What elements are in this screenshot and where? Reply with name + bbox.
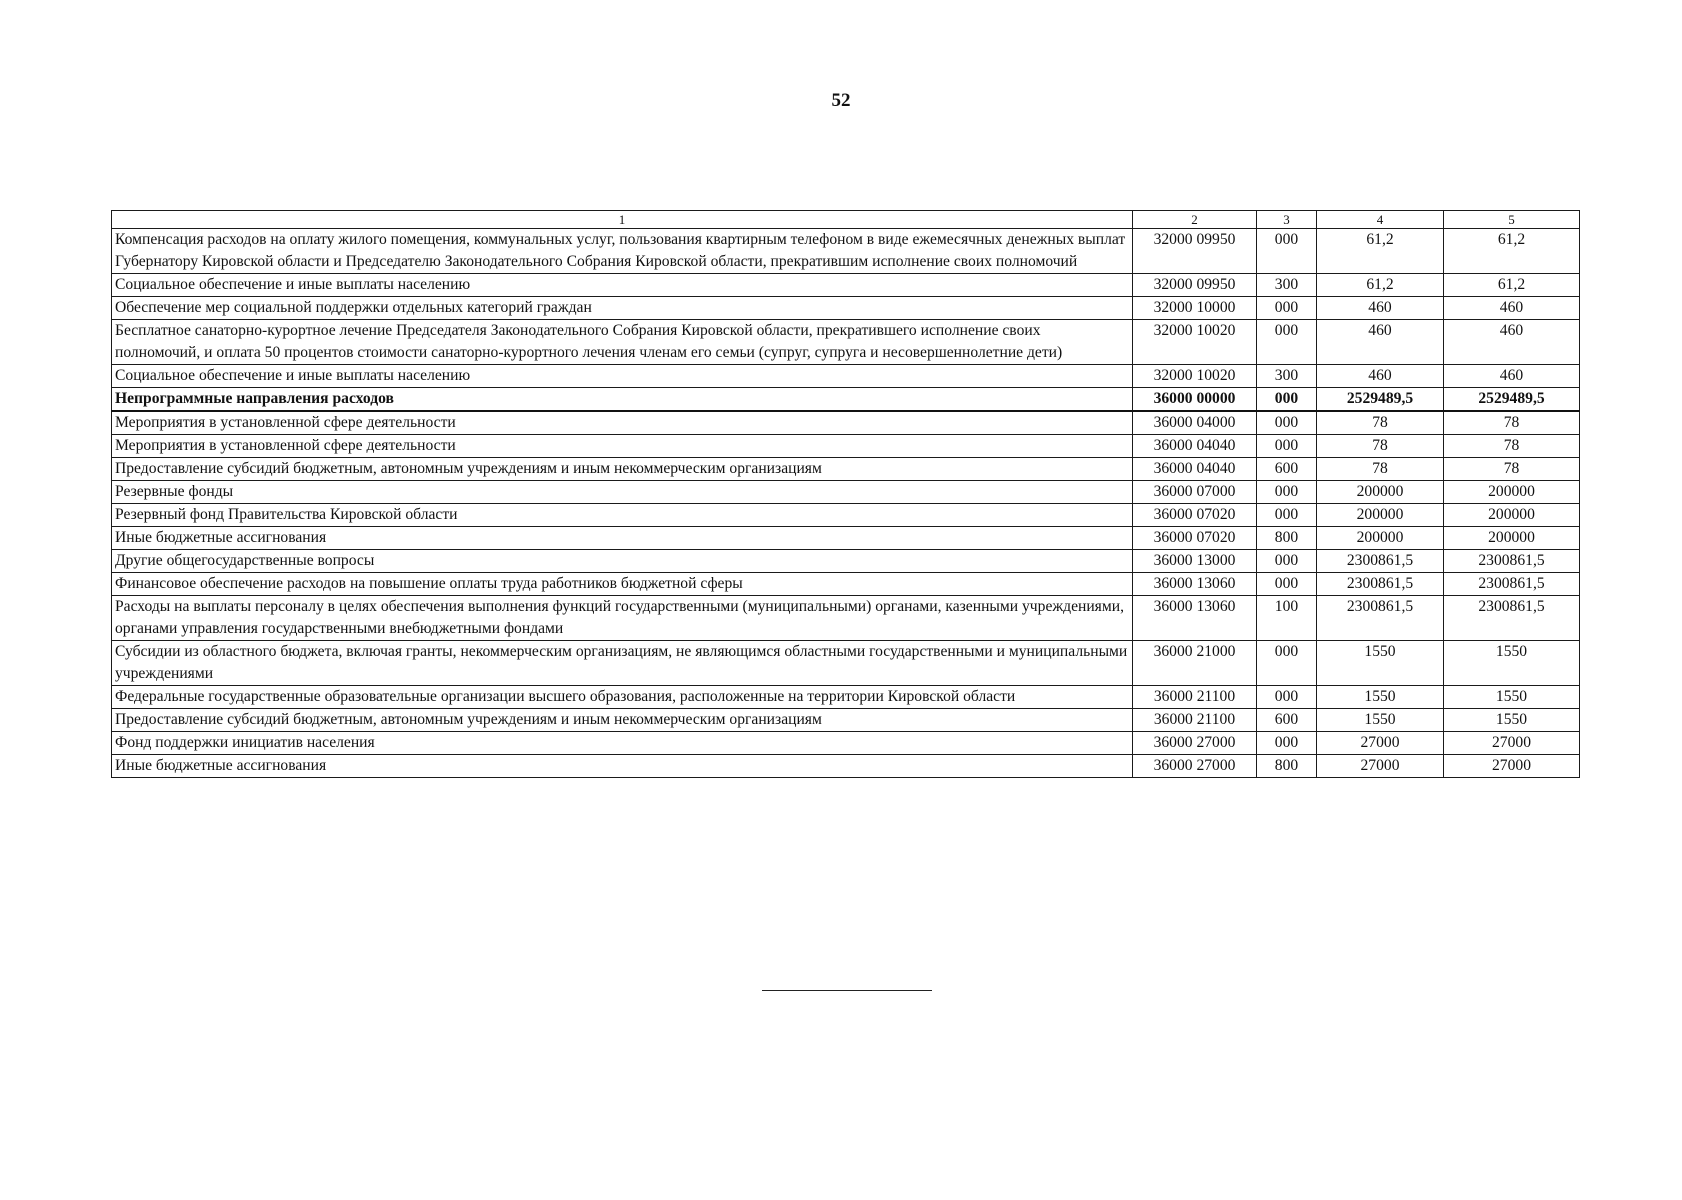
table-row [112,596,1580,641]
cell-code: 36000 04040 [1133,435,1257,458]
cell-code: 32000 10020 [1133,365,1257,388]
cell-expense-type: 000 [1257,388,1317,412]
table-row [112,320,1580,365]
cell-amount: 78 [1317,458,1444,481]
cell-code: 32000 09950 [1133,229,1257,274]
cell-name: Мероприятия в установленной сфере деятельности [112,411,1133,435]
cell-amount-2: 78 [1444,435,1580,458]
table-row [112,229,1580,274]
cell-amount-2: 2529489,5 [1444,388,1580,412]
cell-amount: 1550 [1317,686,1444,709]
cell-code: 36000 27000 [1133,755,1257,778]
cell-expense-type: 000 [1257,641,1317,686]
cell-amount: 61,2 [1317,229,1444,274]
cell-expense-type: 000 [1257,229,1317,274]
closing-line [762,990,932,991]
cell-amount-2: 2300861,5 [1444,550,1580,573]
header-type-column: 3 [1257,211,1317,229]
cell-code: 36000 13000 [1133,550,1257,573]
cell-name: Субсидии из областного бюджета, включая гранты, некоммерческим организациям, не являющимся областными государственными и муниципальными учреждениями [112,641,1133,686]
budget-table [111,210,1580,778]
cell-amount-2: 1550 [1444,686,1580,709]
cell-amount: 78 [1317,435,1444,458]
cell-amount: 1550 [1317,709,1444,732]
table-row [112,755,1580,778]
cell-amount: 460 [1317,365,1444,388]
table-row [112,504,1580,527]
cell-code: 36000 07020 [1133,504,1257,527]
cell-code: 36000 27000 [1133,732,1257,755]
cell-name: Другие общегосударственные вопросы [112,550,1133,573]
table-row [112,481,1580,504]
cell-amount: 27000 [1317,732,1444,755]
table-header-row [112,211,1580,229]
cell-code: 36000 04000 [1133,411,1257,435]
cell-expense-type: 600 [1257,709,1317,732]
cell-amount: 460 [1317,297,1444,320]
cell-amount: 2529489,5 [1317,388,1444,412]
header-code-column: 2 [1133,211,1257,229]
cell-code: 36000 00000 [1133,388,1257,412]
cell-amount-2: 460 [1444,297,1580,320]
cell-amount: 78 [1317,411,1444,435]
table-body [112,229,1580,778]
table-row [112,573,1580,596]
cell-amount-2: 460 [1444,320,1580,365]
cell-code: 36000 07020 [1133,527,1257,550]
header-amount-column: 4 [1317,211,1444,229]
cell-code: 32000 10020 [1133,320,1257,365]
cell-amount: 27000 [1317,755,1444,778]
table-row [112,274,1580,297]
cell-amount-2: 1550 [1444,709,1580,732]
cell-amount-2: 27000 [1444,732,1580,755]
cell-name: Предоставление субсидий бюджетным, автономным учреждениям и иным некоммерческим организациям [112,458,1133,481]
cell-name: Мероприятия в установленной сфере деятельности [112,435,1133,458]
cell-expense-type: 000 [1257,411,1317,435]
cell-expense-type: 300 [1257,274,1317,297]
cell-expense-type: 000 [1257,435,1317,458]
cell-amount-2: 27000 [1444,755,1580,778]
cell-expense-type: 000 [1257,732,1317,755]
table-row [112,411,1580,435]
cell-amount: 200000 [1317,504,1444,527]
cell-name: Социальное обеспечение и иные выплаты населению [112,365,1133,388]
cell-expense-type: 100 [1257,596,1317,641]
cell-name: Федеральные государственные образовательные организации высшего образования, расположенные на территории Кировской области [112,686,1133,709]
cell-code: 36000 21100 [1133,709,1257,732]
cell-amount: 460 [1317,320,1444,365]
cell-amount-2: 200000 [1444,504,1580,527]
cell-code: 36000 21100 [1133,686,1257,709]
cell-amount-2: 61,2 [1444,229,1580,274]
cell-name: Иные бюджетные ассигнования [112,527,1133,550]
cell-name: Резервный фонд Правительства Кировской области [112,504,1133,527]
table-row [112,297,1580,320]
cell-name: Расходы на выплаты персоналу в целях обеспечения выполнения функций государственными (муниципальными) органами, казенными учреждениями, органами управления государственными внебюджетными фондами [112,596,1133,641]
cell-code: 36000 13060 [1133,573,1257,596]
cell-amount-2: 200000 [1444,481,1580,504]
cell-name: Бесплатное санаторно-курортное лечение Председателя Законодательного Собрания Кировской области, прекратившего исполнение своих полномочий, и оплата 50 процентов стоимости санаторно-курортного лечения членам его семьи (супруг, супруга и несовершеннолетние дети) [112,320,1133,365]
header-amount-2-column: 5 [1444,211,1580,229]
header-name-column: 1 [112,211,1133,229]
cell-code: 36000 04040 [1133,458,1257,481]
cell-expense-type: 000 [1257,481,1317,504]
cell-code: 32000 10000 [1133,297,1257,320]
table-row [112,527,1580,550]
cell-code: 32000 09950 [1133,274,1257,297]
cell-amount: 2300861,5 [1317,596,1444,641]
cell-expense-type: 800 [1257,527,1317,550]
cell-expense-type: 300 [1257,365,1317,388]
cell-expense-type: 000 [1257,550,1317,573]
cell-code: 36000 13060 [1133,596,1257,641]
cell-amount-2: 200000 [1444,527,1580,550]
cell-amount-2: 1550 [1444,641,1580,686]
table-row [112,388,1580,412]
page-number: 52 [831,90,851,111]
table-row [112,550,1580,573]
cell-name: Компенсация расходов на оплату жилого помещения, коммунальных услуг, пользования квартирным телефоном в виде ежемесячных денежных выплат Губернатору Кировской области и Председателю Законодательного Собрания Кировской области, прекратившим исполнение своих полномочий [112,229,1133,274]
cell-name: Предоставление субсидий бюджетным, автономным учреждениям и иным некоммерческим организациям [112,709,1133,732]
cell-amount-2: 78 [1444,458,1580,481]
cell-amount: 2300861,5 [1317,550,1444,573]
cell-expense-type: 000 [1257,297,1317,320]
cell-amount-2: 460 [1444,365,1580,388]
cell-name: Непрограммные направления расходов [112,388,1133,412]
cell-amount: 200000 [1317,527,1444,550]
table-row [112,435,1580,458]
cell-amount: 1550 [1317,641,1444,686]
cell-name: Финансовое обеспечение расходов на повышение оплаты труда работников бюджетной сферы [112,573,1133,596]
cell-name: Социальное обеспечение и иные выплаты населению [112,274,1133,297]
cell-name: Обеспечение мер социальной поддержки отдельных категорий граждан [112,297,1133,320]
cell-amount: 200000 [1317,481,1444,504]
cell-name: Иные бюджетные ассигнования [112,755,1133,778]
cell-name: Резервные фонды [112,481,1133,504]
cell-expense-type: 800 [1257,755,1317,778]
table-row [112,686,1580,709]
table-row [112,709,1580,732]
cell-code: 36000 07000 [1133,481,1257,504]
cell-amount-2: 78 [1444,411,1580,435]
cell-code: 36000 21000 [1133,641,1257,686]
cell-amount-2: 61,2 [1444,274,1580,297]
cell-expense-type: 000 [1257,686,1317,709]
cell-name: Фонд поддержки инициатив населения [112,732,1133,755]
cell-amount-2: 2300861,5 [1444,573,1580,596]
cell-expense-type: 000 [1257,504,1317,527]
table-row [112,458,1580,481]
cell-amount: 2300861,5 [1317,573,1444,596]
table-row [112,641,1580,686]
cell-amount-2: 2300861,5 [1444,596,1580,641]
table-row [112,365,1580,388]
cell-expense-type: 600 [1257,458,1317,481]
cell-expense-type: 000 [1257,573,1317,596]
table-row [112,732,1580,755]
cell-amount: 61,2 [1317,274,1444,297]
cell-expense-type: 000 [1257,320,1317,365]
